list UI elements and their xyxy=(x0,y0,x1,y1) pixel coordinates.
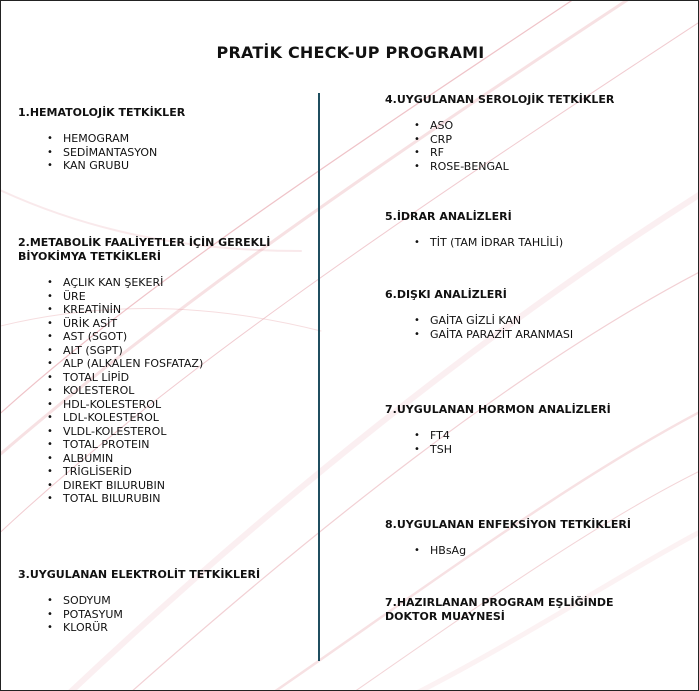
list-item: • AST (SGOT) xyxy=(18,330,314,344)
section-infection xyxy=(385,518,685,558)
list-item: • VLDL-KOLESTEROL xyxy=(18,425,314,439)
section-biochemistry xyxy=(18,236,314,506)
section-title: 7.UYGULANAN HORMON ANALİZLERİ xyxy=(385,403,611,416)
list-item: • ÜRE xyxy=(18,290,314,304)
list-item: • ALT (SGPT) xyxy=(18,344,314,358)
section-title: 3.UYGULANAN ELEKTROLİT TETKİKLERİ xyxy=(18,568,261,581)
section-serology xyxy=(385,93,685,173)
page-title: PRATİK CHECK-UP PROGRAMI xyxy=(216,43,485,62)
section-title: 4.UYGULANAN SEROLOJİK TETKİKLER xyxy=(385,93,615,106)
list-item: • ÜRİK ASİT xyxy=(18,317,314,331)
list-item: • HBsAg xyxy=(385,544,685,558)
list-item: • SEDİMANTASYON xyxy=(18,146,308,160)
section-electrolytes xyxy=(18,568,308,635)
section-title: 7.HAZIRLANAN PROGRAM EŞLİĞİNDE DOKTOR MUAYNESİ xyxy=(385,596,614,623)
list-item: • ASO xyxy=(385,119,685,133)
list-item: • TSH xyxy=(385,443,685,457)
list-item: • GAİTA GİZLİ KAN xyxy=(385,314,685,328)
list-item: • FT4 xyxy=(385,429,685,443)
section-title: 2.METABOLİK FAALİYETLER İÇİN GEREKLİ BİYOKİMYA TETKİKLERİ xyxy=(18,236,271,263)
list-item: • TOTAL PROTEIN xyxy=(18,438,314,452)
list-item: • DIREKT BILURUBIN xyxy=(18,479,314,493)
list-item: • KOLESTEROL xyxy=(18,384,314,398)
item-list xyxy=(385,236,685,250)
list-item: • HDL-KOLESTEROL xyxy=(18,398,314,412)
item-list xyxy=(385,314,685,341)
list-item: • HEMOGRAM xyxy=(18,132,308,146)
list-item: • ALP (ALKALEN FOSFATAZ) xyxy=(18,357,314,371)
section-title: 5.İDRAR ANALİZLERİ xyxy=(385,210,512,223)
list-item: • TOTAL BILURUBIN xyxy=(18,492,314,506)
section-title: 8.UYGULANAN ENFEKSİYON TETKİKLERİ xyxy=(385,518,631,531)
section-title: 6.DIŞKI ANALİZLERİ xyxy=(385,288,507,301)
list-item: • GAİTA PARAZİT ARANMASI xyxy=(385,328,685,342)
item-list xyxy=(18,276,314,506)
list-item: • TRİGLİSERİD xyxy=(18,465,314,479)
list-item: • LDL-KOLESTEROL xyxy=(18,411,314,425)
list-item: • POTASYUM xyxy=(18,608,308,622)
section-hormones xyxy=(385,403,685,456)
list-item: • ROSE-BENGAL xyxy=(385,160,685,174)
list-item: • AÇLIK KAN ŞEKERİ xyxy=(18,276,314,290)
list-item: • RF xyxy=(385,146,685,160)
list-item: • KLORÜR xyxy=(18,621,308,635)
section-doctor-exam xyxy=(385,596,655,624)
section-hematology xyxy=(18,106,308,173)
list-item: • ALBUMIN xyxy=(18,452,314,466)
list-item: • TOTAL LİPİD xyxy=(18,371,314,385)
section-title: 1.HEMATOLOJİK TETKİKLER xyxy=(18,106,186,119)
list-item: • CRP xyxy=(385,133,685,147)
section-stool-analysis xyxy=(385,288,685,341)
item-list xyxy=(385,119,685,173)
list-item: • KAN GRUBU xyxy=(18,159,308,173)
item-list xyxy=(385,429,685,456)
column-divider xyxy=(318,93,320,661)
item-list xyxy=(18,132,308,173)
list-item: • TİT (TAM İDRAR TAHLİLİ) xyxy=(385,236,685,250)
list-item: • KREATİNİN xyxy=(18,303,314,317)
item-list xyxy=(385,544,685,558)
section-urine-analysis xyxy=(385,210,685,250)
item-list xyxy=(18,594,308,635)
list-item: • SODYUM xyxy=(18,594,308,608)
